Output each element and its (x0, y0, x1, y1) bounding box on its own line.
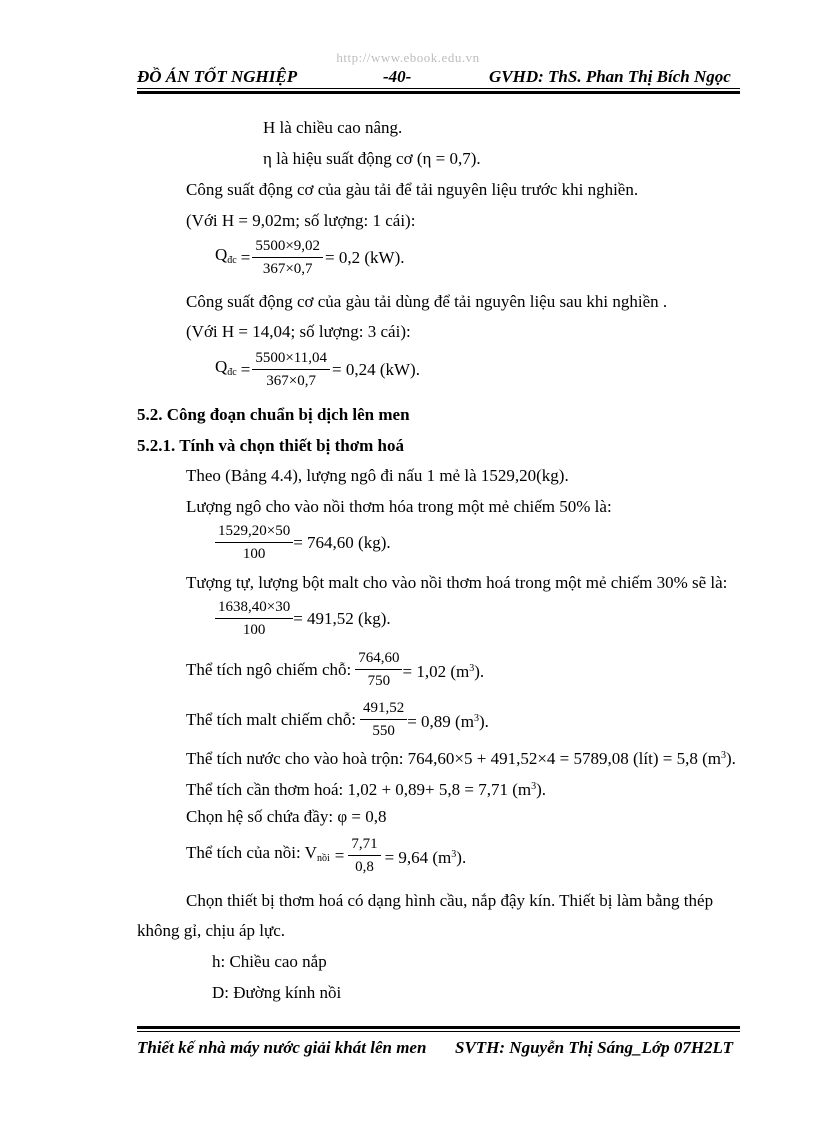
equation-malt-volume (186, 700, 489, 740)
fraction-denominator: 367×0,7 (266, 373, 317, 389)
subsection-heading: 5.2.1. Tính và chọn thiết bị thơm hoá (137, 436, 404, 455)
fraction (348, 836, 380, 876)
text-line: (Với H = 9,02m; số lượng: 1 cái): (186, 211, 416, 230)
fraction (252, 350, 330, 390)
text-line: Lượng ngô cho vào nồi thơm hóa trong một mẻ chiếm 50% là: (186, 497, 612, 516)
text-line: Theo (Bảng 4.4), lượng ngô đi nấu 1 mẻ là 1529,20(kg). (186, 466, 569, 485)
header-supervisor: GVHD: ThS. Phan Thị Bích Ngọc (489, 67, 731, 86)
fraction-denominator: 100 (242, 622, 266, 638)
text-line: Chọn hệ số chứa đầy: φ = 0,8 (186, 807, 387, 826)
equation-qdc-1 (215, 238, 405, 278)
fraction-numerator: 7,71 (348, 836, 380, 856)
equation-label: Thể tích ngô chiếm chỗ: (186, 660, 352, 679)
watermark: http://www.ebook.edu.vn (336, 50, 480, 65)
paragraph-line: không gỉ, chịu áp lực. (137, 921, 286, 940)
fraction-denominator: 550 (372, 723, 395, 739)
text-line: Công suất động cơ của gàu tải để tải nguyên liệu trước khi nghiền. (186, 180, 639, 199)
equation-corn-mass (215, 523, 391, 563)
equation-label: Thể tích của nồi: $V_{nồi}$ (186, 843, 330, 864)
text-line: Tượng tự, lượng bột malt cho vào nồi thơm hoá trong một mẻ chiếm 30% sẽ là: (186, 573, 728, 592)
fraction-numerator: 1638,40×30 (215, 599, 293, 619)
fraction (215, 523, 293, 563)
fraction-numerator: 491,52 (360, 700, 407, 720)
paragraph-line: Chọn thiết bị thơm hoá có dạng hình cầu, nắp đậy kín. Thiết bị làm bằng thép (186, 891, 714, 910)
equation-vessel-volume (186, 836, 466, 876)
text-line: h: Chiều cao nắp (212, 952, 327, 971)
equation-result: = 0,24 (kW). (331, 360, 420, 379)
footer-student: SVTH: Nguyễn Thị Sáng_Lớp 07H2LT (455, 1038, 734, 1057)
section-heading: 5.2. Công đoạn chuẩn bị dịch lên men (137, 405, 410, 424)
equals-sign: = (240, 248, 251, 267)
text-line: Công suất động cơ của gàu tải dùng để tải nguyên liệu sau khi nghiền . (186, 292, 668, 311)
equation-result: = 1,02 $(m^3)$. (402, 661, 485, 681)
header-rule-thick (137, 91, 740, 94)
text-line: η là hiệu suất động cơ (η = 0,7). (263, 149, 481, 168)
equation-result: = 0,89 $(m^3)$. (407, 711, 489, 731)
fraction-denominator: 750 (367, 673, 391, 689)
equation-qdc-2 (215, 350, 420, 390)
equation-result: = 764,60 (kg). (293, 533, 391, 552)
equation-label: Thể tích malt chiếm chỗ: (186, 710, 356, 729)
fraction-numerator: 5500×9,02 (252, 238, 323, 258)
fraction (252, 238, 323, 278)
equation-result: = 0,2 (kW). (325, 248, 405, 267)
fraction-denominator: 0,8 (355, 859, 374, 875)
fraction-denominator: 100 (242, 546, 266, 562)
page-number: -40- (383, 67, 412, 86)
text-line-total-volume: Thể tích cần thơm hoá: 1,02 + 0,89+ 5,8 = 7,71 $(m^3)$. (186, 780, 547, 799)
equation-result: = 9,64 $(m^3)$. (384, 847, 467, 867)
equation-lhs: $Q_{đc}$ (215, 245, 237, 266)
text-line: (Với H = 14,04; số lượng: 3 cái): (186, 322, 411, 341)
fraction-denominator: 367×0,7 (262, 261, 313, 277)
equals-sign: = (334, 846, 345, 865)
fraction-numerator: 764,60 (355, 650, 402, 670)
fraction (360, 700, 407, 740)
fraction-numerator: 5500×11,04 (252, 350, 330, 370)
fraction (355, 650, 402, 690)
fraction (215, 599, 293, 639)
equation-malt-mass (215, 599, 391, 639)
equation-lhs: $Q_{đc}$ (215, 357, 237, 378)
fraction-numerator: 1529,20×50 (215, 523, 293, 543)
header-rule-thin (137, 88, 740, 89)
text-line: D: Đường kính nồi (212, 983, 342, 1002)
footer-rule-thin (137, 1031, 740, 1032)
text-line-water-volume: Thể tích nước cho vào hoà trộn: 764,60×5 + 491,52×4 = 5789,08 (lít) = 5,8 $(m^3)$. (186, 749, 736, 768)
footer-title: Thiết kế nhà máy nước giải khát lên men (137, 1038, 427, 1057)
header-title: ĐỒ ÁN TỐT NGHIỆP (137, 67, 298, 86)
equals-sign: = (240, 360, 251, 379)
text-line: H là chiều cao nâng. (263, 118, 403, 137)
equation-corn-volume (186, 650, 484, 690)
footer-rule-thick (137, 1026, 740, 1029)
equation-result: = 491,52 (kg). (293, 609, 391, 628)
